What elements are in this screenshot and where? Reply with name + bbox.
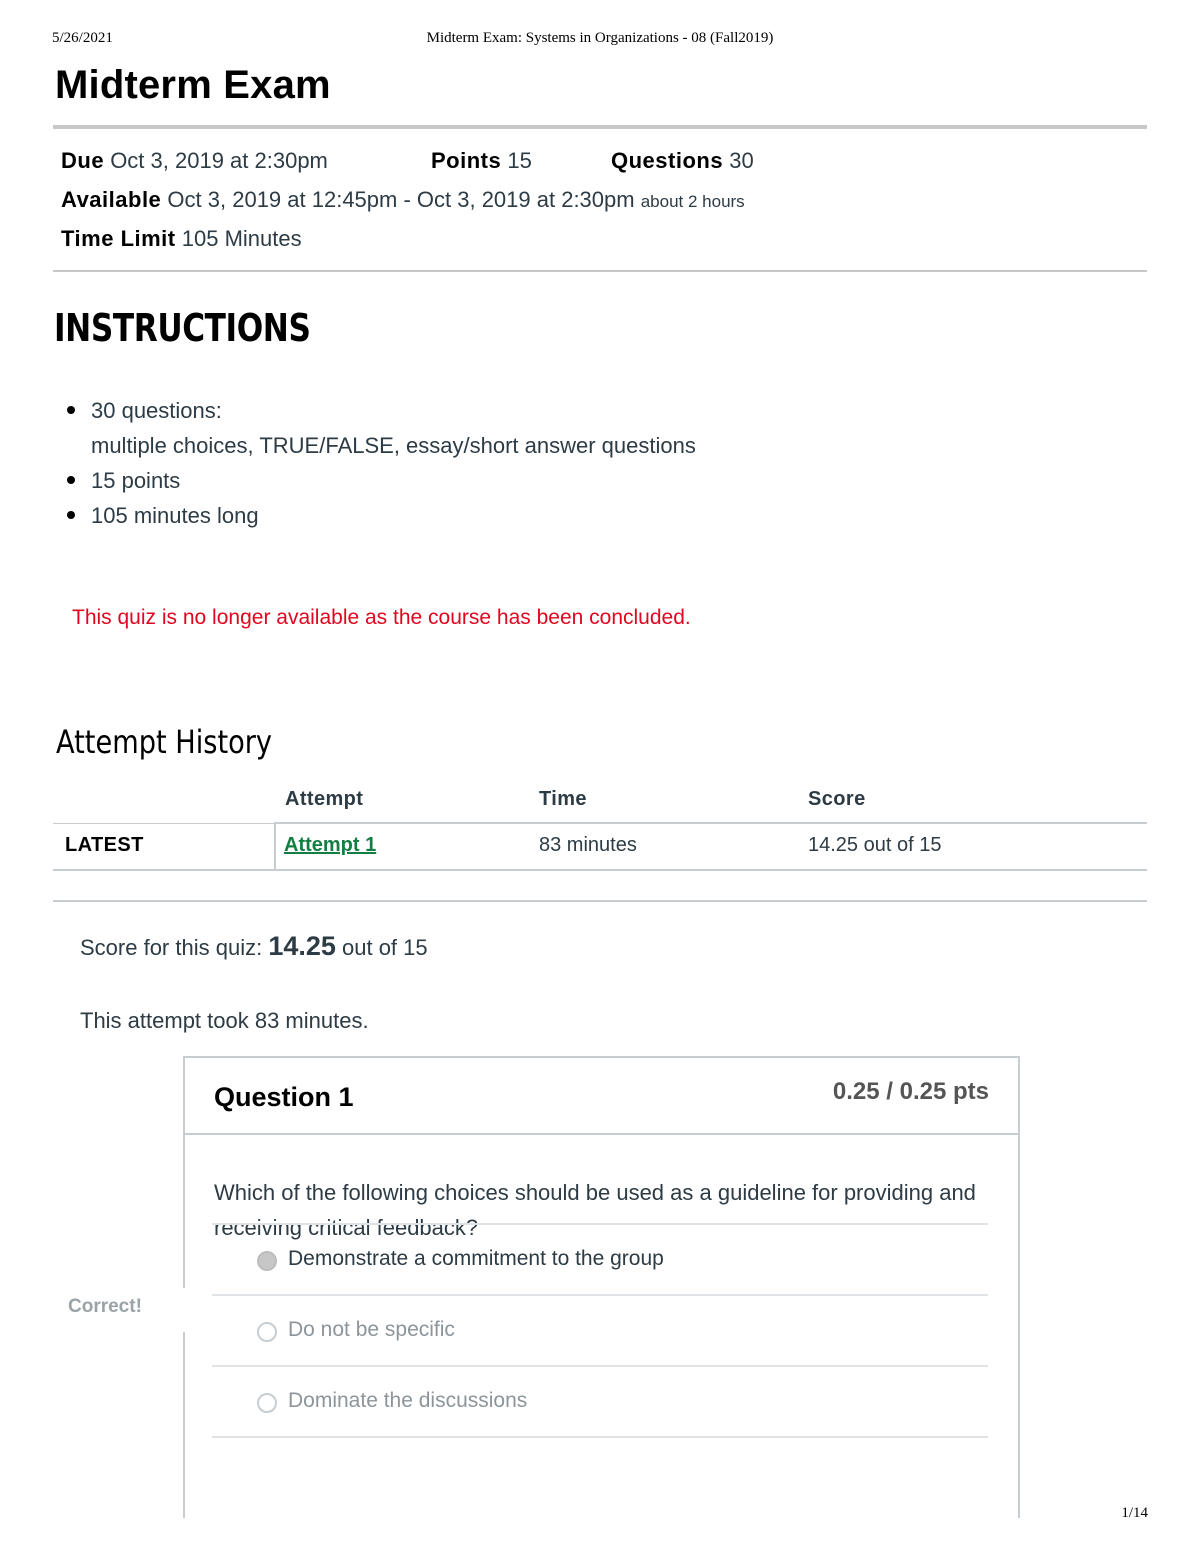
bullet-icon	[67, 511, 75, 519]
questions-label: Questions	[611, 148, 724, 173]
score-value: 14.25	[268, 931, 336, 961]
answer-divider	[212, 1436, 988, 1438]
meta-divider	[53, 270, 1147, 272]
points-info	[431, 148, 532, 174]
points-label: Points	[431, 148, 502, 173]
answer-option[interactable]	[212, 1365, 988, 1437]
table-divider	[53, 823, 274, 824]
answer-option[interactable]	[212, 1294, 988, 1366]
attempt-score: 14.25 out of 15	[808, 834, 942, 856]
questions-info	[611, 148, 754, 174]
title-divider	[53, 125, 1147, 129]
radio-selected-icon[interactable]	[257, 1251, 277, 1271]
due-label: Due	[61, 148, 105, 173]
available-duration: about 2 hours	[640, 192, 745, 211]
time-limit-label: Time Limit	[61, 226, 176, 251]
column-header-attempt: Attempt	[285, 788, 364, 810]
instruction-text: 30 questions:	[91, 398, 222, 423]
latest-tag: LATEST	[65, 834, 144, 856]
available-label: Available	[61, 187, 162, 212]
answer-label: Demonstrate a commitment to the group	[288, 1247, 664, 1270]
table-divider	[274, 822, 1147, 824]
due-value: Oct 3, 2019 at 2:30pm	[110, 148, 328, 173]
column-header-score: Score	[808, 788, 866, 810]
correct-answer-tag-text: Correct!	[68, 1296, 142, 1317]
score-prefix: Score for this quiz:	[80, 935, 269, 960]
instruction-text: 105 minutes long	[91, 503, 259, 528]
list-item	[91, 463, 696, 498]
list-item	[91, 393, 696, 463]
column-header-time: Time	[539, 788, 587, 810]
score-suffix: out of 15	[335, 935, 428, 960]
answer-label: Dominate the discussions	[288, 1389, 528, 1412]
answer-label: Do not be specific	[288, 1318, 455, 1341]
available-value: Oct 3, 2019 at 12:45pm - Oct 3, 2019 at 2:30pm	[167, 187, 635, 212]
instructions-heading: INSTRUCTIONS	[54, 306, 311, 350]
question-points: 0.25 / 0.25 pts	[832, 1078, 989, 1105]
list-item	[91, 498, 696, 533]
attempt-1-link[interactable]: Attempt 1	[284, 834, 377, 856]
bullet-icon	[67, 476, 75, 484]
page-number: 1/14	[1121, 1505, 1148, 1521]
print-title: Midterm Exam: Systems in Organizations - 08 (Fall2019)	[426, 30, 774, 46]
question-text: Which of the following choices should be used as a guideline for providing and receiving critical feedback?	[214, 1180, 976, 1240]
page-title: Midterm Exam	[55, 63, 331, 107]
correct-answer-tag	[68, 1296, 142, 1318]
bullet-icon	[67, 406, 75, 414]
attempt-duration: This attempt took 83 minutes.	[80, 1008, 369, 1033]
correct-tag-gap	[180, 1288, 188, 1332]
table-row	[53, 834, 1147, 870]
question-header	[185, 1058, 1018, 1135]
meta-row-time-limit	[61, 226, 302, 252]
radio-icon[interactable]	[257, 1322, 277, 1342]
meta-row-available	[61, 187, 745, 213]
answer-option[interactable]	[212, 1223, 988, 1295]
instruction-text: 15 points	[91, 468, 181, 493]
radio-icon[interactable]	[257, 1393, 277, 1413]
quiz-unavailable-notice: This quiz is no longer available as the course has been concluded.	[72, 606, 691, 629]
time-limit-value: 105 Minutes	[181, 226, 302, 251]
attempt-history-header	[53, 788, 1147, 822]
print-header	[52, 30, 1148, 50]
attempt-time: 83 minutes	[539, 834, 637, 856]
question-title: Question 1	[214, 1082, 354, 1112]
instruction-text: multiple choices, TRUE/FALSE, essay/short answer questions	[91, 433, 696, 458]
instructions-list	[91, 393, 696, 533]
section-divider	[53, 900, 1147, 902]
questions-value: 30	[729, 148, 754, 173]
due-info	[61, 148, 328, 174]
table-divider	[53, 869, 1147, 871]
quiz-score	[80, 931, 428, 962]
print-date: 5/26/2021	[52, 30, 113, 46]
attempt-history-heading: Attempt History	[56, 723, 273, 761]
points-value: 15	[507, 148, 532, 173]
